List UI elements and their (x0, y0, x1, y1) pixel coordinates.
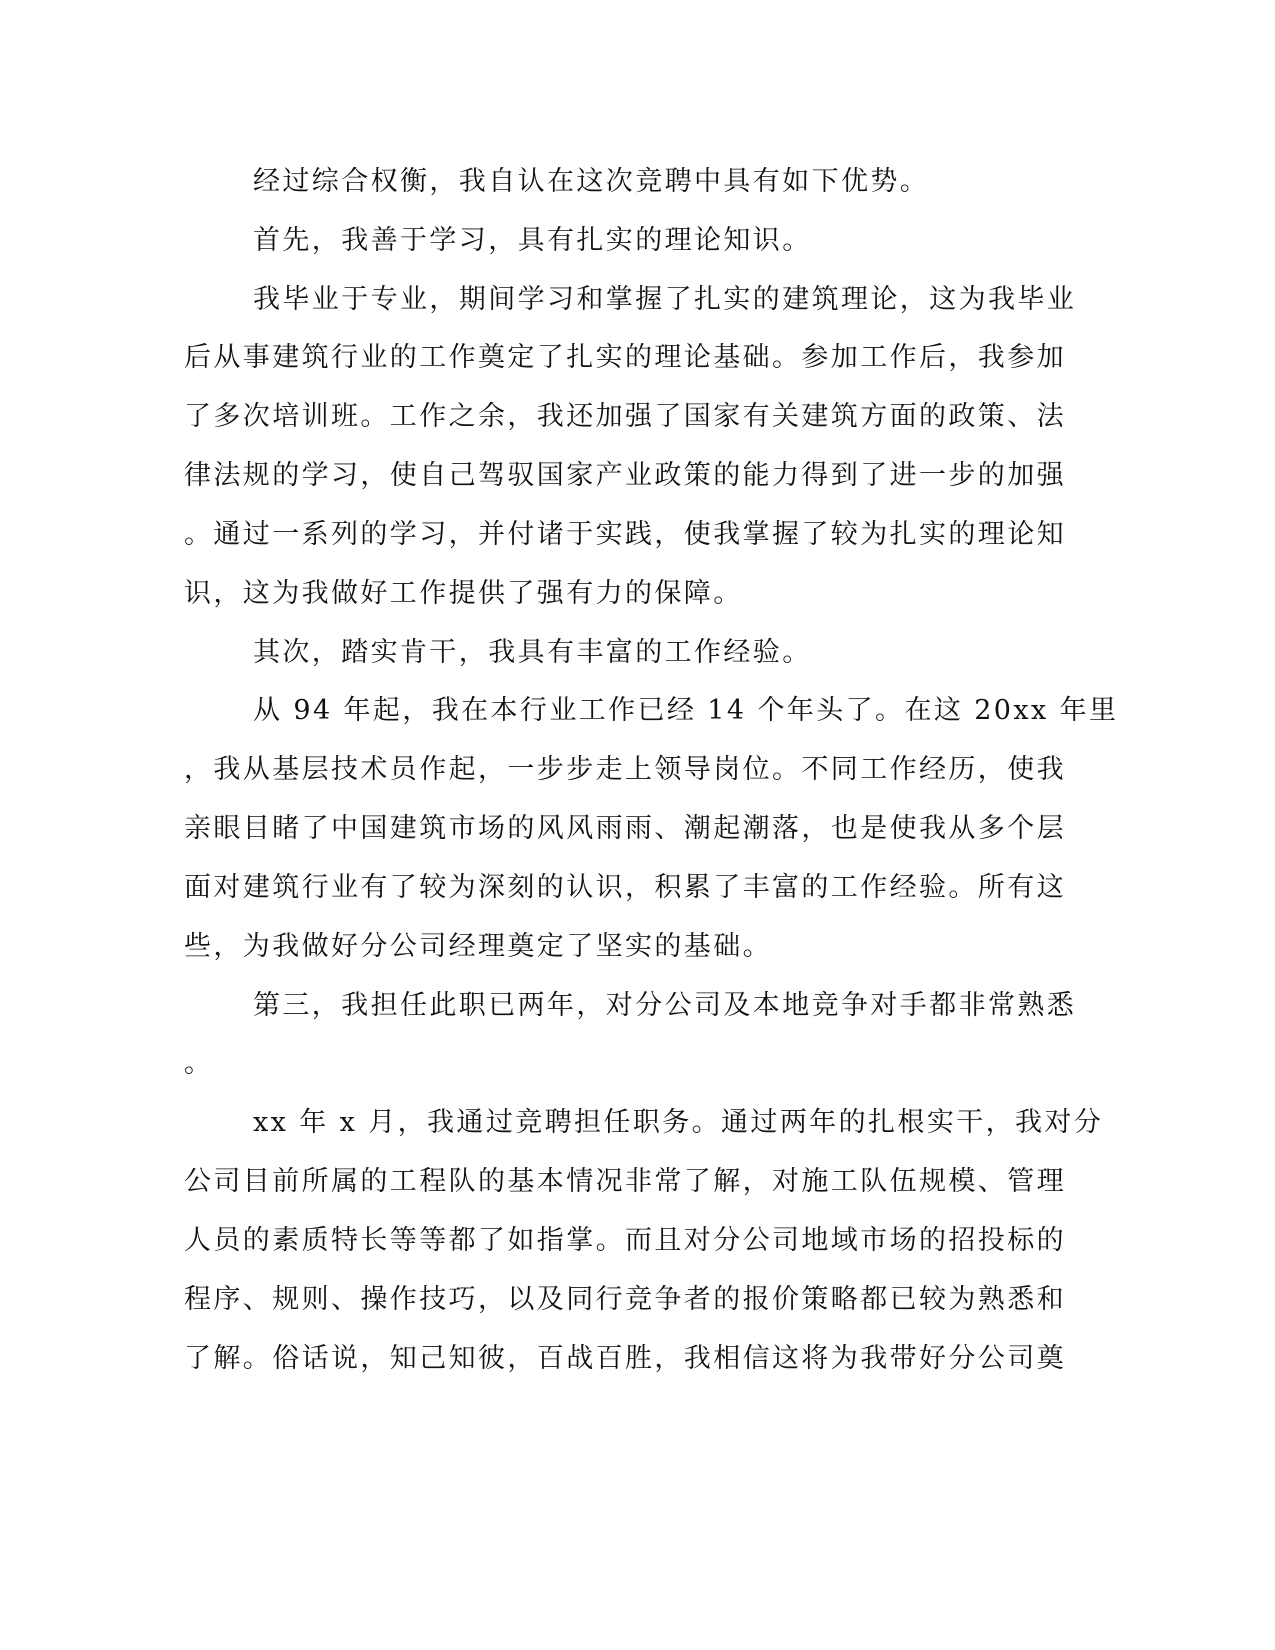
text-line: 些，为我做好分公司经理奠定了坚实的基础。 (184, 931, 772, 962)
text-line: 后从事建筑行业的工作奠定了扎实的理论基础。参加工作后，我参加 (184, 342, 1066, 373)
text-line: 识，这为我做好工作提供了强有力的保障。 (184, 578, 743, 609)
text-line: 律法规的学习，使自己驾驭国家产业政策的能力得到了进一步的加强 (184, 460, 1066, 491)
text-line: 其次，踏实肯干，我具有丰富的工作经验。 (253, 637, 812, 668)
text-line: 第三，我担任此职已两年，对分公司及本地竞争对手都非常熟悉 (253, 990, 1077, 1021)
text-line: 了多次培训班。工作之余，我还加强了国家有关建筑方面的政策、法 (184, 401, 1066, 432)
text-line: 亲眼目睹了中国建筑市场的风风雨雨、潮起潮落，也是使我从多个层 (184, 813, 1066, 844)
text-line: 公司目前所属的工程队的基本情况非常了解，对施工队伍规模、管理 (184, 1166, 1066, 1197)
text-line: 人员的素质特长等等都了如指掌。而且对分公司地域市场的招投标的 (184, 1225, 1066, 1256)
text-line: 程序、规则、操作技巧，以及同行竞争者的报价策略都已较为熟悉和 (184, 1284, 1066, 1315)
text-line: ，我从基层技术员作起，一步步走上领导岗位。不同工作经历，使我 (184, 754, 1066, 785)
text-line: 经过综合权衡，我自认在这次竞聘中具有如下优势。 (253, 166, 930, 197)
text-line: 了解。俗话说，知己知彼，百战百胜，我相信这将为我带好分公司奠 (184, 1343, 1066, 1374)
text-line: 面对建筑行业有了较为深刻的认识，积累了丰富的工作经验。所有这 (184, 872, 1066, 903)
text-line: 我毕业于专业，期间学习和掌握了扎实的建筑理论，这为我毕业 (253, 284, 1077, 315)
text-line: 从 94 年起，我在本行业工作已经 14 个年头了。在这 20xx 年里 (253, 695, 1119, 726)
text-line: 。通过一系列的学习，并付诸于实践，使我掌握了较为扎实的理论知 (184, 519, 1066, 550)
text-line: 首先，我善于学习，具有扎实的理论知识。 (253, 225, 812, 256)
text-line: 。 (184, 1048, 214, 1079)
text-line: xx 年 x 月，我通过竞聘担任职务。通过两年的扎根实干，我对分 (253, 1107, 1104, 1138)
